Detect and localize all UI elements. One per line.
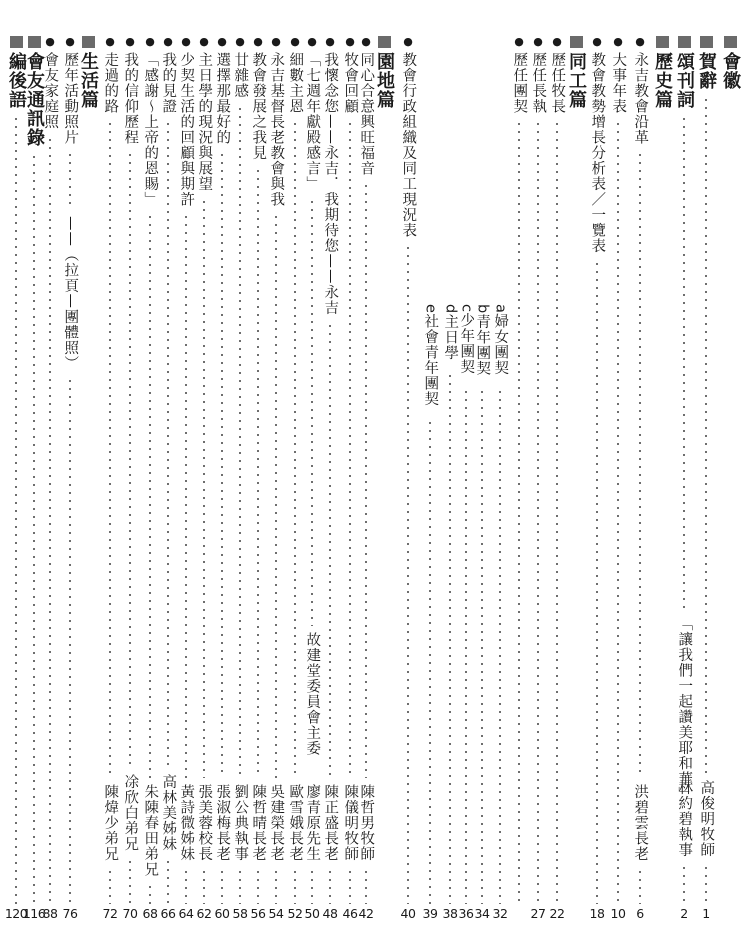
section-title: 歷史篇 [652, 52, 673, 109]
toc-entry[interactable] [59, 36, 81, 916]
page-number: 70 [122, 906, 138, 921]
entry-title: 同心合意興旺福音 [358, 52, 375, 176]
entry-title: 永吉基督長老教會與我 [268, 52, 285, 207]
entry-title: b青年團契 [474, 304, 491, 377]
leader-dots [429, 419, 431, 905]
leader-dots [639, 151, 641, 778]
page-number: 1 [702, 906, 710, 921]
toc-entry[interactable] [508, 36, 530, 916]
bullet-icon: ● [145, 35, 155, 48]
leader-dots [639, 868, 641, 905]
leader-dots [683, 864, 685, 905]
section-marker-icon [700, 36, 713, 48]
toc-entry[interactable] [527, 36, 549, 916]
leader-dots [329, 868, 331, 905]
toc-entry[interactable] [419, 36, 441, 916]
toc-entry[interactable] [119, 36, 141, 916]
entry-author: 張美蓉校長 [196, 784, 213, 862]
section-title: 頌刊詞 [674, 52, 695, 109]
section-title: 編後語 [6, 52, 27, 109]
entry-title: e社會青年團契 [422, 304, 439, 407]
bullet-icon: ● [45, 35, 55, 48]
leader-dots [109, 120, 111, 778]
toc-entry[interactable] [651, 36, 673, 916]
entry-author: 吳建榮長老 [268, 784, 285, 862]
entry-author: 廖青原先生 [304, 784, 321, 862]
leader-dots [518, 120, 520, 904]
entry-title: 選擇那最好的 [214, 52, 231, 145]
bullet-icon: ● [361, 35, 371, 48]
entry-title: 細數主恩 [287, 52, 304, 114]
page-number: 10 [610, 906, 626, 921]
bullet-icon: ● [514, 35, 524, 48]
leader-dots [275, 868, 277, 905]
leader-dots [109, 868, 111, 905]
page-number: 42 [358, 906, 374, 921]
leader-dots [203, 868, 205, 905]
entry-title: d主日學 [442, 304, 459, 361]
leader-dots [683, 115, 685, 610]
leader-dots [257, 868, 259, 905]
leader-dots [365, 868, 367, 905]
section-marker-icon [378, 36, 391, 48]
section-title: 同工篇 [566, 52, 587, 109]
bullet-icon: ● [403, 35, 413, 48]
leader-dots [705, 864, 707, 905]
toc-entry[interactable] [607, 36, 629, 916]
toc-entry[interactable] [546, 36, 568, 916]
toc-entry[interactable] [139, 36, 161, 916]
page-number: 18 [589, 906, 605, 921]
bullet-icon: ● [613, 35, 623, 48]
page-number: 50 [304, 906, 320, 921]
section-marker-icon [82, 36, 95, 48]
entry-title: 教會教勢增長分析表／一覽表 [589, 52, 606, 254]
page-number: 27 [530, 906, 546, 921]
section-heading [651, 36, 673, 109]
page-number: 88 [42, 906, 58, 921]
leader-dots [294, 120, 296, 778]
bullet-icon: ● [271, 35, 281, 48]
entry-author: 陳哲晴長老 [250, 784, 267, 862]
leader-dots [257, 167, 259, 779]
page-number: 72 [102, 906, 118, 921]
section-title: 園地篇 [374, 52, 395, 109]
leader-dots [617, 120, 619, 904]
bullet-icon: ● [253, 35, 263, 48]
bullet-icon: ● [592, 35, 602, 48]
toc-entry[interactable] [565, 36, 587, 916]
toc-entry[interactable] [284, 36, 306, 916]
bullet-icon: ● [199, 35, 209, 48]
leader-dots [33, 153, 35, 904]
entry-title: 「七週年獻殿感言」 [304, 52, 321, 192]
leader-dots [275, 213, 277, 778]
toc-entry[interactable] [586, 36, 608, 916]
entry-title: 歷任牧長 [549, 52, 566, 114]
leader-dots [329, 322, 331, 779]
entry-title: 歷任長執 [530, 52, 547, 114]
entry-title: 大事年表 [610, 52, 627, 114]
page-number: 39 [422, 906, 438, 921]
section-title: 賀辭 [696, 52, 717, 90]
page-number: 48 [322, 906, 338, 921]
leader-dots [311, 868, 313, 905]
entry-author: 陳哲男牧師 [358, 784, 375, 862]
entry-title: 牧會回顧 [342, 52, 359, 114]
page-number: 60 [214, 906, 230, 921]
entry-author: 歐雪娥長老 [287, 784, 304, 862]
leader-dots [481, 388, 483, 905]
leader-dots [221, 151, 223, 778]
entry-author: 陳正盛長老 [322, 784, 339, 862]
entry-author: 陳煒少弟兄 [102, 784, 119, 862]
entry-author: 劉公典執事 [232, 784, 249, 862]
entry-title: c少年團契 [458, 304, 475, 375]
leader-dots [465, 388, 467, 905]
entry-note: ——（拉頁—團體照） [62, 216, 79, 371]
leader-dots [15, 115, 17, 904]
section-heading [719, 36, 741, 90]
leader-dots [349, 868, 351, 905]
bullet-icon: ● [290, 35, 300, 48]
leader-dots [537, 120, 539, 904]
entry-note: 故建堂委員會主委 [304, 632, 321, 756]
bullet-icon: ● [552, 35, 562, 48]
page-number: 52 [287, 906, 303, 921]
entry-title: 會友家庭照 [42, 52, 59, 130]
entry-title: 主日學的現況與展望 [196, 52, 213, 192]
leader-dots [149, 213, 151, 778]
toc-entry[interactable] [673, 36, 695, 916]
entry-title: a婦女團契 [492, 304, 509, 376]
entry-title: 歷年活動照片 [62, 52, 79, 145]
page-number: 58 [232, 906, 248, 921]
entry-note: 「讓我們一起讚美耶和華」 [676, 616, 693, 802]
section-title: 生活篇 [78, 52, 99, 109]
bullet-icon: ● [163, 35, 173, 48]
bullet-icon: ● [65, 35, 75, 48]
leader-dots [69, 151, 71, 210]
page-number: 54 [268, 906, 284, 921]
page-number: 36 [458, 906, 474, 921]
leader-dots [365, 182, 367, 778]
toc-entry[interactable] [339, 36, 361, 916]
leader-dots [556, 120, 558, 904]
page-number: 40 [400, 906, 416, 921]
entry-title: 教會發展之我見 [250, 52, 267, 161]
leader-dots [167, 120, 169, 768]
section-title: 會友通訊錄 [24, 52, 45, 147]
section-marker-icon [570, 36, 583, 48]
bullet-icon: ● [235, 35, 245, 48]
entry-author: 張淑梅長老 [214, 784, 231, 862]
entry-title: 永吉教會沿革 [632, 52, 649, 145]
entry-title: 我的見證 [160, 52, 177, 114]
leader-dots [167, 858, 169, 905]
leader-dots [129, 858, 131, 905]
toc-entry[interactable] [695, 36, 717, 916]
toc-entry[interactable] [99, 36, 121, 916]
entry-title: 我懷念您——永吉．我期待您——永吉 [322, 52, 339, 316]
leader-dots [349, 120, 351, 778]
page-number: 2 [680, 906, 688, 921]
page-number: 6 [636, 906, 644, 921]
section-heading [565, 36, 587, 109]
entry-author: 林約碧執事 [676, 780, 693, 858]
page-number: 62 [196, 906, 212, 921]
entry-title: 走過的路 [102, 52, 119, 114]
section-marker-icon [656, 36, 669, 48]
entry-author: 朱陳春田弟兄 [142, 784, 159, 877]
section-marker-icon [10, 36, 23, 48]
page-number: 120 [4, 906, 28, 921]
bullet-icon: ● [635, 35, 645, 48]
leader-dots [203, 198, 205, 779]
entry-title: 「感謝～上帝的恩賜」 [142, 52, 159, 207]
leader-dots [185, 868, 187, 905]
entry-author: 洪碧雲長老 [632, 784, 649, 862]
section-marker-icon [724, 36, 737, 48]
bullet-icon: ● [345, 35, 355, 48]
bullet-icon: ● [105, 35, 115, 48]
bullet-icon: ● [125, 35, 135, 48]
leader-dots [311, 198, 313, 627]
bullet-icon: ● [307, 35, 317, 48]
section-heading [695, 36, 717, 90]
leader-dots [69, 377, 71, 904]
toc-entry[interactable] [629, 36, 651, 916]
entry-title: 少契生活的回顧與期許 [178, 52, 195, 207]
bullet-icon: ● [325, 35, 335, 48]
section-title: 會徽 [720, 52, 741, 90]
entry-author: 高俊明牧師 [698, 780, 715, 858]
leader-dots [129, 151, 131, 768]
bullet-icon: ● [217, 35, 227, 48]
page-number: 66 [160, 906, 176, 921]
entry-author: 凃欣白弟兄 [122, 774, 139, 852]
leader-dots [149, 883, 151, 904]
leader-dots [596, 260, 598, 905]
leader-dots [294, 868, 296, 905]
entry-author: 黃詩微姊妹 [178, 784, 195, 862]
leader-dots [221, 868, 223, 905]
bullet-icon: ● [181, 35, 191, 48]
page-number: 32 [492, 906, 508, 921]
page-number: 116 [22, 906, 46, 921]
entry-title: 廿雜感 [232, 52, 249, 99]
page-number: 38 [442, 906, 458, 921]
entry-title: 我的信仰歷程 [122, 52, 139, 145]
section-heading [673, 36, 695, 109]
leader-dots [49, 136, 51, 905]
page-number: 22 [549, 906, 565, 921]
page-number: 46 [342, 906, 358, 921]
leader-dots [407, 244, 409, 904]
leader-dots [239, 868, 241, 905]
section-marker-icon [678, 36, 691, 48]
entry-author: 高林美姊妹 [160, 774, 177, 852]
leader-dots [705, 96, 707, 774]
entry-author: 陳儀明牧師 [342, 784, 359, 862]
page-number: 64 [178, 906, 194, 921]
page-number: 76 [62, 906, 78, 921]
entry-title: 教會行政組織及同工現況表 [400, 52, 417, 238]
page-number: 56 [250, 906, 266, 921]
page-number: 68 [142, 906, 158, 921]
page-number: 34 [474, 906, 490, 921]
toc-entry[interactable] [5, 36, 27, 916]
section-heading [5, 36, 27, 109]
leader-dots [499, 388, 501, 905]
leader-dots [239, 105, 241, 779]
leader-dots [185, 213, 187, 778]
toc-entry[interactable] [439, 36, 461, 916]
toc-entry[interactable] [719, 36, 741, 916]
toc-entry[interactable] [397, 36, 419, 916]
leader-dots [449, 372, 451, 904]
bullet-icon: ● [533, 35, 543, 48]
section-marker-icon [28, 36, 41, 48]
entry-title: 歷任團契 [511, 52, 528, 114]
